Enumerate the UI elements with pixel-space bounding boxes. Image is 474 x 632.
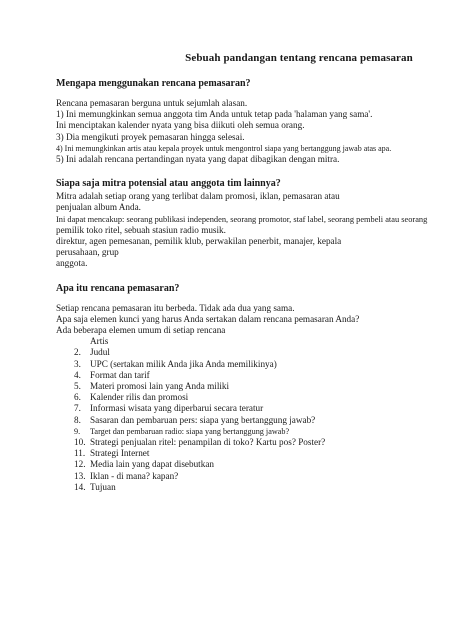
section2-line: Mitra adalah setiap orang yang terlibat dalam promosi, iklan, pemasaran atau — [56, 191, 340, 202]
section1-heading: Mengapa menggunakan rencana pemasaran? — [56, 78, 251, 89]
section1-line: 1) Ini memungkinkan semua anggota tim Anda untuk tetap pada 'halaman yang sama'. — [56, 109, 373, 120]
elements-list — [56, 336, 452, 493]
section3-heading: Apa itu rencana pemasaran? — [56, 282, 180, 294]
list-item: 14. Tujuan — [74, 481, 116, 492]
section1-line: 5) Ini adalah rencana pertandingan nyata yang dapat dibagikan dengan mitra. — [56, 154, 340, 165]
list-item: 4. Format dan tarif — [74, 369, 150, 380]
section1-line: Rencana pemasaran berguna untuk sejumlah alasan. — [56, 98, 248, 108]
section2-line: anggota. — [56, 258, 88, 269]
section1-line: Ini menciptakan kalender nyata yang bisa diikuti oleh semua orang. — [56, 120, 305, 131]
list-item: 3. UPC (sertakan milik Anda jika Anda memilikinya) — [74, 358, 277, 369]
section3-line: Setiap rencana pemasaran itu berbeda. Tidak ada dua yang sama. — [56, 302, 295, 313]
list-item: 7. Informasi wisata yang diperbarui secara teratur — [74, 403, 264, 414]
document-title: Sebuah pandangan tentang rencana pemasaran — [185, 52, 413, 64]
section1-line: 3) Dia mengikuti proyek pemasaran hingga selesai. — [56, 131, 245, 142]
section2-line: penjualan album Anda. — [56, 202, 141, 213]
list-item: 10. Strategi penjualan ritel: penampilan di toko? Kartu pos? Poster? — [74, 437, 326, 448]
list-item: 5. Materi promosi lain yang Anda miliki — [74, 381, 230, 392]
list-item: 11. Strategi Internet — [74, 448, 150, 459]
section2-line: pemilik toko ritel, sebuah stasiun radio musik. — [56, 224, 226, 235]
list-item: 13. Iklan - di mana? kapan? — [74, 470, 179, 481]
list-item: 8. Sasaran dan pembaruan pers: siapa yang bertanggung jawab? — [74, 414, 316, 425]
section2-line: Ini dapat mencakup: seorang publikasi independen, seorang promotor, staf label, seorang pembeli atau seorang — [56, 214, 428, 224]
section3-line: Apa saja elemen kunci yang harus Anda sertakan dalam rencana pemasaran Anda? — [56, 313, 360, 324]
section2-line: perusahaan, grup — [56, 247, 119, 258]
section2-line: direktur, agen pemesanan, pemilik klub, perwakilan penerbit, manajer, kepala — [56, 236, 342, 247]
section2-heading: Siapa saja mitra potensial atau anggota tim lainnya? — [56, 178, 281, 190]
list-item: 6. Kalender rilis dan promosi — [74, 392, 189, 403]
list-item: 2. Judul — [74, 347, 110, 358]
list-item: 9. Target dan pembaruan radio: siapa yang bertanggung jawab? — [74, 426, 290, 436]
section3-line: Ada beberapa elemen umum di setiap rencana — [56, 325, 226, 336]
list-item: 12. Media lain yang dapat disebutkan — [74, 459, 214, 470]
list-item: Artis — [90, 336, 109, 347]
section1-line: 4) Ini memungkinkan artis atau kepala proyek untuk mengontrol siapa yang bertanggung jawab atas apa. — [56, 143, 392, 153]
